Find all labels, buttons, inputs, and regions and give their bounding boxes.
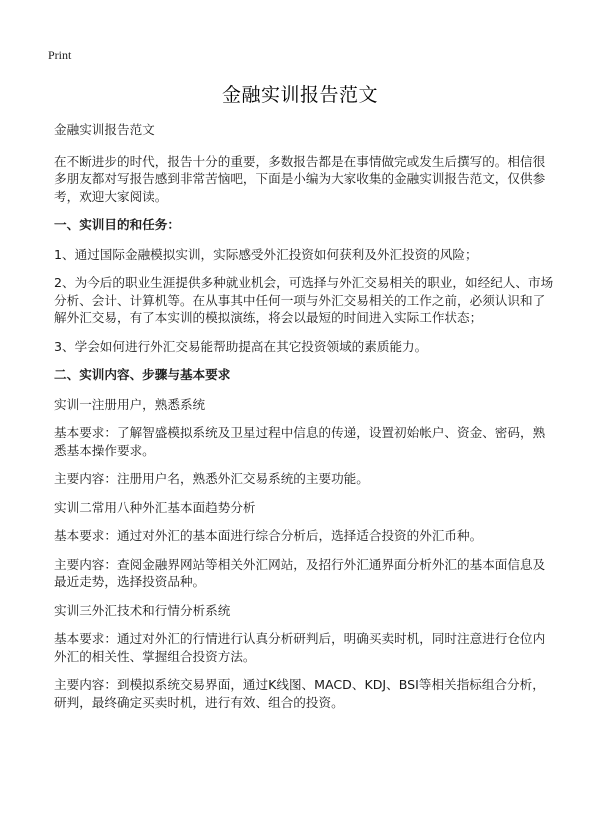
training-requirement: 基本要求：通过对外汇的行情进行认真分析研判后，明确买卖时机，同时注意进行仓位内外汇的相关性、掌握组合投资方法。 — [54, 631, 546, 664]
training-content: 主要内容：查阅金融界网站等相关外汇网站，及招行外汇通界面分析外汇的基本面信息及最近走势，选择投资品种。 — [54, 556, 546, 589]
training-title: 实训一注册用户，熟悉系统 — [54, 396, 206, 412]
section-heading-objectives: 一、实训目的和任务： — [54, 217, 180, 232]
training-title: 实训二常用八种外汇基本面趋势分析 — [54, 499, 256, 515]
objective-item: 2、为今后的职业生涯提供多种就业机会，可选择与外汇交易相关的职业，如经纪人、市场分析、会计、计算机等。在从事其中任何一项与外汇交易相关的工作之前，必须认识和了解外汇交易，有了本实训的模拟演练，将会以最短的时间进入实际工作状态； — [54, 275, 554, 325]
document-subtitle: 金融实训报告范文 — [54, 122, 155, 137]
objective-item: 1、通过国际金融模拟实训，实际感受外汇投资如何获利及外汇投资的风险； — [54, 246, 478, 262]
document-body — [54, 121, 554, 722]
training-title: 实训三外汇技术和行情分析系统 — [54, 602, 231, 618]
print-link[interactable]: Print — [48, 48, 72, 62]
intro-paragraph: 在不断进步的时代，报告十分的重要，多数报告都是在事情做完或发生后撰写的。相信很多朋友都对写报告感到非常苦恼吧，下面是小编为大家收集的金融实训报告范文，仅供参考，欢迎大家阅读。 — [54, 153, 546, 204]
training-content: 主要内容：到模拟系统交易界面，通过K线图、MACD、KDJ、BSI等相关指标组合分析，研判，最终确定买卖时机，进行有效、组合的投资。 — [54, 677, 545, 710]
training-requirement: 基本要求：了解智盛模拟系统及卫星过程中信息的传递，设置初始帐户、资金、密码，熟悉基本操作要求。 — [54, 425, 546, 458]
section-heading-content: 二、实训内容、步骤与基本要求 — [54, 367, 231, 382]
training-requirement: 基本要求：通过对外汇的基本面进行综合分析后，选择适合投资的外汇币种。 — [54, 528, 483, 543]
document-title: 金融实训报告范文 — [221, 84, 378, 106]
objective-item: 3、学会如何进行外汇交易能帮助提高在其它投资领域的素质能力。 — [54, 338, 428, 354]
training-content: 主要内容：注册用户名，熟悉外汇交易系统的主要功能。 — [54, 471, 369, 486]
